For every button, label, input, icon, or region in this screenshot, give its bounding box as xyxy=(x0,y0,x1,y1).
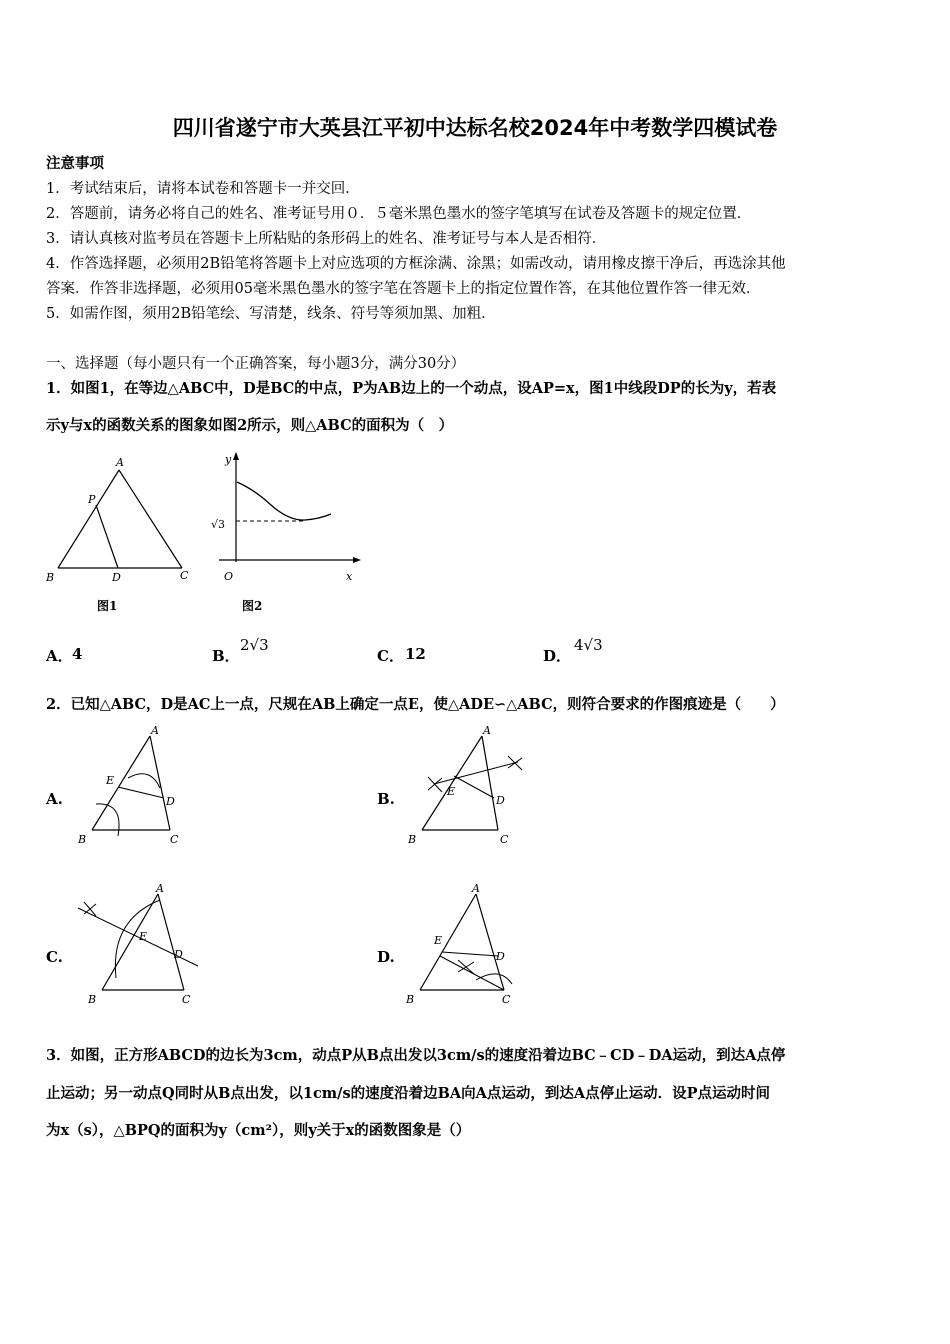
q1-option-c-value: 12 xyxy=(405,645,426,663)
label-e: E xyxy=(106,774,115,787)
function-curve xyxy=(237,482,331,520)
notice-item: 3．请认真核对监考员在答题卡上所粘贴的条形码上的姓名、准考证号与本人是否相符． xyxy=(46,231,607,247)
q2-option-b-label[interactable]: B. xyxy=(377,790,395,808)
x-arrow xyxy=(353,557,361,563)
label-sqrt3: √3 xyxy=(211,518,226,531)
notice-item: 1．考试结束后，请将本试卷和答题卡一并交回． xyxy=(46,181,360,197)
label-b: B xyxy=(408,833,417,846)
q1-option-a-label[interactable]: A． xyxy=(46,647,73,665)
label-b: B xyxy=(88,993,97,1006)
label-e: E xyxy=(434,934,443,947)
notice-item: 5．如需作图，须用2B铅笔绘、写清楚，线条、符号等须加黑、加粗． xyxy=(46,306,496,322)
q3-text-line2: 止运动；另一动点Q同时从B点出发，以1cm/s的速度沿着边BA向A点运动，到达A点停止运动．设P点运动时间 xyxy=(46,1085,771,1102)
q3-text-line3: 为x（s），△BPQ的面积为y（cm²），则y关于x的函数图象是（） xyxy=(46,1122,471,1139)
q1-option-d-value: 4√3 xyxy=(574,636,603,654)
edge-ab xyxy=(58,470,119,568)
label-a: A xyxy=(472,882,480,895)
q2-text: 2．已知△ABC，D是AC上一点，尺规在AB上确定一点E，使△ADE∽△ABC，则符合要求的作图痕迹是（ ） xyxy=(46,696,785,713)
label-a: A xyxy=(151,724,159,737)
q1-figure2 xyxy=(205,450,365,590)
label-b: B xyxy=(46,571,55,584)
notice-heading: 注意事项 xyxy=(46,155,104,172)
label-a: A xyxy=(483,724,491,737)
label-c: C xyxy=(502,993,511,1006)
notice-item: 4．作答选择题，必须用2B铅笔将答题卡上对应选项的方框涂满、涂黑；如需改动，请用橡皮擦干净后，再选涂其他 xyxy=(46,256,786,272)
label-d: D xyxy=(112,571,121,584)
fig2-caption: 图2 xyxy=(242,599,263,613)
q1-option-d-label[interactable]: D． xyxy=(543,647,572,665)
page-title: 四川省遂宁市大英县江平初中达标名校2024年中考数学四模试卷 xyxy=(172,116,778,140)
q2-option-d-label[interactable]: D. xyxy=(377,948,395,966)
q2-figure-d xyxy=(400,880,540,1010)
fig1-caption: 图1 xyxy=(97,599,118,613)
q1-option-b-value: 2√3 xyxy=(240,636,269,654)
label-e: E xyxy=(447,785,456,798)
q2-figure-b xyxy=(400,722,540,852)
q1-option-a-value: 4 xyxy=(72,645,83,663)
label-d: D xyxy=(496,950,505,963)
label-c: C xyxy=(500,833,509,846)
y-arrow xyxy=(233,452,239,460)
label-e: E xyxy=(139,930,148,943)
q1-option-c-label[interactable]: C． xyxy=(377,647,404,665)
label-a: A xyxy=(116,456,124,469)
q1-option-b-label[interactable]: B． xyxy=(212,647,240,665)
label-d: D xyxy=(166,795,175,808)
q1-text-line1: 1．如图1，在等边△ABC中，D是BC的中点，P为AB边上的一个动点，设AP=x，图1中线段DP的长为y，若表 xyxy=(46,380,777,397)
q2-figure-c xyxy=(70,880,210,1010)
section-heading: 一、选择题（每小题只有一个正确答案，每小题3分，满分30分） xyxy=(46,356,466,372)
label-b: B xyxy=(406,993,415,1006)
label-o: O xyxy=(224,570,234,583)
notice-item: 2．答题前，请务必将自己的姓名、准考证号用０．５毫米黑色墨水的签字笔填写在试卷及答题卡的规定位置． xyxy=(46,206,752,222)
label-p: P xyxy=(88,493,96,506)
label-d: D xyxy=(496,794,505,807)
q1-text-line2: 示y与x的函数关系的图象如图2所示，则△ABC的面积为（ ） xyxy=(46,417,454,434)
edge-ac xyxy=(119,470,182,568)
q2-option-a-label[interactable]: A. xyxy=(46,790,63,808)
label-c: C xyxy=(170,833,179,846)
label-x: x xyxy=(346,570,353,583)
label-d: D xyxy=(174,948,183,961)
label-y: y xyxy=(225,453,232,466)
label-c: C xyxy=(180,569,189,582)
q3-text-line1: 3．如图，正方形ABCD的边长为3cm，动点P从B点出发以3cm/s的速度沿着边BC﹣CD﹣DA运动，到达A点停 xyxy=(46,1047,786,1064)
label-c: C xyxy=(182,993,191,1006)
q1-figure1 xyxy=(40,450,200,590)
q2-option-c-label[interactable]: C. xyxy=(46,948,63,966)
q2-figure-a xyxy=(70,722,190,852)
segment-dp xyxy=(96,505,118,568)
notice-item: 答案．作答非选择题，必须用05毫米黑色墨水的签字笔在答题卡上的指定位置作答，在其他位置作答一律无效． xyxy=(46,281,761,297)
label-b: B xyxy=(78,833,87,846)
label-a: A xyxy=(156,882,164,895)
